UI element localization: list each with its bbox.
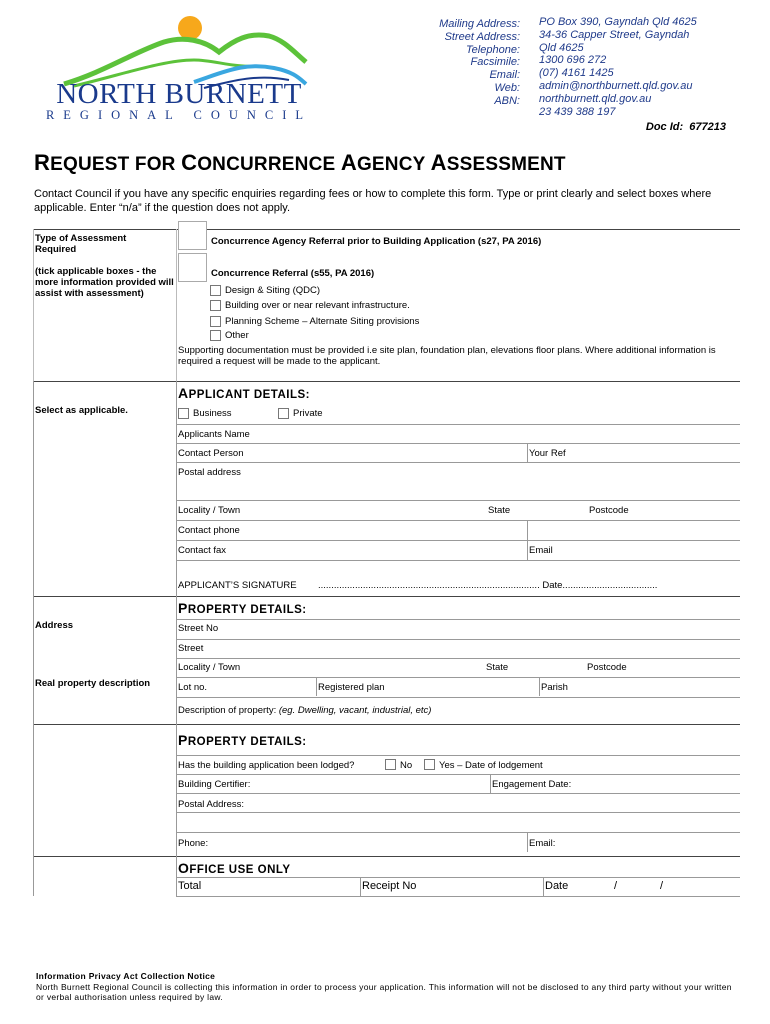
value-street: 34-36 Capper Street, Gayndah <box>539 28 690 41</box>
title-part: A <box>340 150 357 175</box>
divider <box>176 877 740 878</box>
label-lodged-yes: Yes – Date of lodgement <box>439 760 543 771</box>
label-total[interactable]: Total <box>178 880 202 892</box>
divider <box>33 724 740 725</box>
divider <box>33 381 34 596</box>
divider <box>176 540 740 541</box>
real-property-label: Real property description <box>35 678 151 689</box>
divider <box>176 520 740 521</box>
heading-cap: P <box>178 600 188 616</box>
label-state[interactable]: State <box>488 505 511 516</box>
title-part: A <box>430 150 447 175</box>
divider <box>176 596 177 724</box>
heading-cap: P <box>178 732 188 748</box>
divider <box>176 560 740 561</box>
select-label: Select as applicable. <box>35 405 128 416</box>
cb-concurrence-referral[interactable] <box>178 253 207 282</box>
divider <box>543 877 544 896</box>
title-part: ONCURRENCE <box>197 154 341 175</box>
label-registered-plan[interactable]: Registered plan <box>318 682 385 693</box>
title-part: C <box>181 150 198 175</box>
divider <box>33 596 740 597</box>
divider <box>176 896 740 897</box>
divider <box>176 755 740 756</box>
label-property-postcode[interactable]: Postcode <box>587 662 627 673</box>
label-your-ref[interactable]: Your Ref <box>529 448 566 459</box>
value-telephone: 1300 696 272 <box>539 54 607 67</box>
divider <box>176 639 740 640</box>
label-certifier-email[interactable]: Email: <box>529 838 556 849</box>
divider <box>33 724 34 856</box>
label-engagement-date[interactable]: Engagement Date: <box>492 779 572 790</box>
heading-cap: A <box>178 385 189 401</box>
title-part: SSESSMENT <box>446 154 566 175</box>
logo-subtitle: REGIONAL COUNCIL <box>45 108 313 122</box>
label-postcode[interactable]: Postcode <box>589 505 629 516</box>
council-logo <box>44 12 314 124</box>
label-lodged-no: No <box>400 760 413 771</box>
divider <box>176 774 740 775</box>
label-street: Street Address: <box>444 30 520 43</box>
divider <box>360 877 361 896</box>
cb-other[interactable] <box>210 330 221 341</box>
label-business: Business <box>193 408 232 419</box>
divider <box>176 856 177 896</box>
type-label: Type of Assessment Required <box>35 233 127 255</box>
privacy-notice <box>36 971 736 1003</box>
value-email[interactable]: admin@northburnett.qld.gov.au <box>539 79 693 92</box>
label-email[interactable]: Email <box>529 545 553 556</box>
contact-values <box>539 16 759 118</box>
divider <box>176 793 740 794</box>
divider <box>539 677 540 696</box>
divider <box>33 381 740 382</box>
divider <box>176 677 740 678</box>
signature-line[interactable]: .................................................................................... Date.................................... <box>318 580 658 591</box>
date-slash: / <box>660 880 664 892</box>
label-certifier-phone[interactable]: Phone: <box>178 838 209 849</box>
sub-design-siting: Design & Siting (QDC) <box>225 285 321 296</box>
sub-other: Other <box>225 330 249 341</box>
cb-lodged-no[interactable] <box>385 759 396 770</box>
label-receipt-no[interactable]: Receipt No <box>362 880 417 892</box>
divider <box>176 658 740 659</box>
label-property-locality[interactable]: Locality / Town <box>178 662 241 673</box>
label-parish[interactable]: Parish <box>541 682 568 693</box>
opt-agency-referral: Concurrence Agency Referral prior to Building Application (s27, PA 2016) <box>211 236 542 247</box>
cb-planning-scheme[interactable] <box>210 316 221 327</box>
cb-agency-referral[interactable] <box>178 221 207 250</box>
divider <box>33 856 740 857</box>
page-title <box>34 150 566 176</box>
cb-lodged-yes[interactable] <box>424 759 435 770</box>
divider <box>176 462 740 463</box>
label-lot[interactable]: Lot no. <box>178 682 208 693</box>
label-private: Private <box>293 408 323 419</box>
value-abn: 23 439 388 197 <box>539 105 616 118</box>
label-postal-address[interactable]: Postal address <box>178 467 241 478</box>
label-contact-fax[interactable]: Contact fax <box>178 545 227 556</box>
label-street[interactable]: Street <box>178 643 204 654</box>
date-slash: / <box>614 880 618 892</box>
address-label: Address <box>35 620 74 631</box>
label-telephone: Telephone: <box>465 43 520 56</box>
property-heading-2 <box>178 732 307 748</box>
divider <box>33 229 740 230</box>
desc-example: (eg. Dwelling, vacant, industrial, etc) <box>278 705 432 716</box>
divider <box>176 424 740 425</box>
label-street-no[interactable]: Street No <box>178 623 219 634</box>
doc-id <box>560 121 726 133</box>
title-part: R <box>34 150 51 175</box>
logo-name: NORTH BURNETT <box>56 78 302 110</box>
label-certifier-postal[interactable]: Postal Address: <box>178 799 245 810</box>
cb-business[interactable] <box>178 408 189 419</box>
tick-label: (tick applicable boxes - the more information provided will assist with assessment) <box>35 266 174 299</box>
sub-infrastructure: Building over or near relevant infrastructure. <box>225 300 410 311</box>
divider <box>176 381 177 596</box>
label-date[interactable]: Date <box>545 880 569 892</box>
title-part: EQUEST FOR <box>50 154 182 175</box>
applicant-heading <box>178 385 310 401</box>
label-facsimile: Facsimile: <box>470 56 520 69</box>
label-contact-phone[interactable]: Contact phone <box>178 525 240 536</box>
label-building-certifier[interactable]: Building Certifier: <box>178 779 251 790</box>
privacy-text: North Burnett Regional Council is collecting this information in order to process your application. This information will not be disclosed to any third party without your written or verbal authorisation unless required by law. <box>36 981 732 1002</box>
cb-infrastructure[interactable] <box>210 300 221 311</box>
label-contact-person[interactable]: Contact Person <box>178 448 244 459</box>
divider <box>33 596 34 724</box>
title-part: GENCY <box>356 154 431 175</box>
divider <box>490 774 491 793</box>
intro-text: Contact Council if you have any specific enquiries regarding fees or how to complete this form. Type or print clearly and select boxes where applicable. Enter “n/a” if the question does not apply. <box>34 188 712 214</box>
label-abn: ABN: <box>494 94 520 107</box>
heading-rest: ROPERTY DETAILS: <box>187 736 307 748</box>
label-property-state[interactable]: State <box>486 662 509 673</box>
property-heading <box>178 600 307 616</box>
privacy-title: Information Privacy Act Collection Notice <box>36 971 216 981</box>
divider <box>176 812 740 813</box>
divider <box>176 500 740 501</box>
cb-design-siting[interactable] <box>210 285 221 296</box>
divider <box>527 832 528 852</box>
label-web: Web: <box>494 81 520 94</box>
doc-id-value: 677213 <box>689 121 726 133</box>
contact-labels <box>400 18 520 108</box>
desc-text: Description of property: <box>178 705 279 716</box>
label-email: Email: <box>489 69 520 82</box>
label-locality[interactable]: Locality / Town <box>178 505 241 516</box>
office-heading <box>178 860 291 876</box>
divider <box>176 229 177 381</box>
label-applicants-name[interactable]: Applicants Name <box>178 429 250 440</box>
heading-cap: O <box>178 860 190 876</box>
supporting-note: Supporting documentation must be provided i.e site plan, foundation plan, elevations floor plans. Where additional information is required a request will be made to the applicant. <box>178 345 716 367</box>
divider <box>176 697 740 698</box>
heading-rest: FFICE USE ONLY <box>189 864 291 876</box>
divider <box>176 619 740 620</box>
divider <box>176 832 740 833</box>
label-lodged: Has the building application been lodged? <box>178 760 355 771</box>
value-mailing: PO Box 390, Gayndah Qld 4625 <box>539 16 697 28</box>
opt-concurrence-referral: Concurrence Referral (s55, PA 2016) <box>211 268 375 279</box>
sub-planning-scheme: Planning Scheme – Alternate Siting provisions <box>225 316 420 327</box>
label-mailing: Mailing Address: <box>439 18 520 30</box>
label-signature: APPLICANT’S SIGNATURE <box>178 580 297 591</box>
value-street-2: Qld 4625 <box>539 41 584 54</box>
heading-rest: ROPERTY DETAILS: <box>187 604 307 616</box>
divider <box>316 677 317 696</box>
heading-rest: PPLICANT DETAILS: <box>188 389 310 401</box>
doc-id-label: Doc Id: <box>645 121 684 133</box>
value-facsimile: (07) 4161 1425 <box>539 67 614 80</box>
cb-private[interactable] <box>278 408 289 419</box>
divider <box>527 443 528 462</box>
divider <box>33 856 34 896</box>
value-web[interactable]: northburnett.qld.gov.au <box>539 92 652 105</box>
divider <box>176 443 740 444</box>
divider <box>176 724 177 856</box>
label-description[interactable] <box>178 705 431 716</box>
divider <box>33 229 34 381</box>
